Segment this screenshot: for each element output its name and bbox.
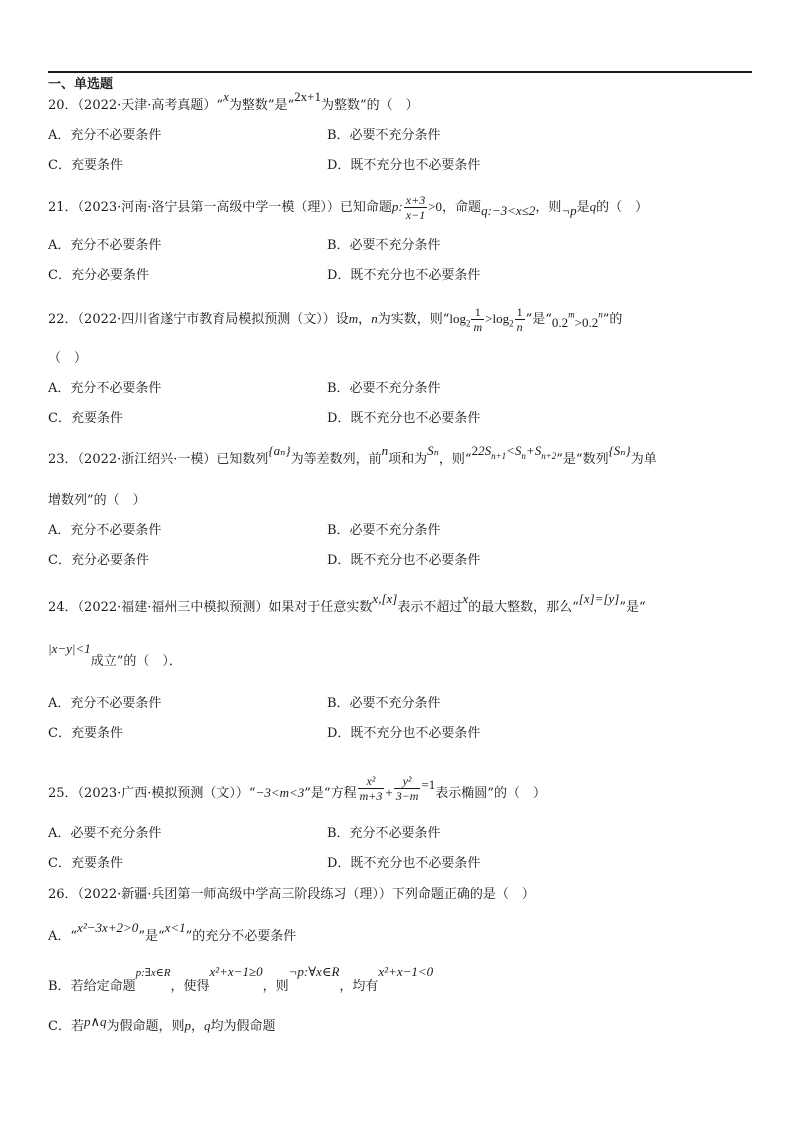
q26-option-a[interactable]: A．“x²−3x+2>0”是“x<1”的充分不必要条件: [48, 920, 297, 944]
q21-option-b[interactable]: B．必要不充分条件: [327, 238, 441, 253]
math-x: x: [223, 89, 229, 104]
question-source: （2022·天津·高考真题）: [77, 98, 217, 113]
question-24-stem: 24．（2022·福建·福州三中模拟预测）如果对于任意实数x,[x]表示不超过x的最大整数，那么“[x]=[y]”是“: [48, 591, 646, 615]
q22-option-d[interactable]: D．既不充分也不必要条件: [327, 411, 481, 426]
question-23-stem: 23．（2022·浙江绍兴·一模）已知数列{aₙ}为等差数列，前n项和为Sₙ，则“$22S_{n+1}<S_n+S_{n+2}$”是“数列{Sₙ}为单: [48, 443, 657, 467]
q21-option-d[interactable]: D．既不充分也不必要条件: [327, 268, 481, 283]
math-abs-x-minus-y: |x−y|<1: [48, 641, 91, 656]
q26-option-c[interactable]: C．若p∧q为假命题，则p，q均为假命题: [48, 1014, 276, 1034]
q24-option-c[interactable]: C．充要条件: [48, 726, 123, 741]
q23-option-c[interactable]: C．充分必要条件: [48, 553, 149, 568]
q21-option-a[interactable]: A．充分不必要条件: [48, 238, 162, 253]
q20-option-d[interactable]: D．既不充分也不必要条件: [327, 158, 481, 173]
fraction: $\frac{x+3}{x-1}$: [405, 193, 426, 222]
q25-option-b[interactable]: B．充分不必要条件: [327, 826, 441, 841]
question-26-stem: 26．（2022·新疆·兵团第一师高级中学高三阶段练习（理））下列命题正确的是（ ）: [48, 887, 535, 902]
q23-option-a[interactable]: A．充分不必要条件: [48, 523, 162, 538]
q22-option-b[interactable]: B．必要不充分条件: [327, 381, 441, 396]
math-2x-plus-1: 2x+1: [294, 89, 321, 104]
section-title: 一、单选题: [48, 77, 114, 92]
q23-option-b[interactable]: B．必要不充分条件: [327, 523, 441, 538]
question-22-stem: 22．（2022·四川省遂宁市教育局模拟预测（文））设m，n为实数，则“$\log_2$ $\frac{1}{m}$ $>\log_2$ $\frac{1}{n}$ ”是“$0.2^m>0.2^n$”的: [48, 305, 623, 334]
q22-option-c[interactable]: C．充要条件: [48, 411, 123, 426]
q22-option-a[interactable]: A．充分不必要条件: [48, 381, 162, 396]
q20-option-c[interactable]: C．充要条件: [48, 158, 123, 173]
q20-option-a[interactable]: A．充分不必要条件: [48, 128, 162, 143]
q25-option-c[interactable]: C．充要条件: [48, 856, 123, 871]
question-number: 20．: [48, 98, 78, 113]
header-rule: [48, 71, 752, 73]
q24-option-d[interactable]: D．既不充分也不必要条件: [327, 726, 481, 741]
question-25-stem: 25．（2023·广西·模拟预测（文））“−3<m<3”是“方程 $\frac{\text{x²}}{m+3}$ + $\frac{\text{y²}}{3-m}$ =1表示椭圆”的（ ）: [48, 774, 546, 803]
q25-option-a[interactable]: A．必要不充分条件: [48, 826, 162, 841]
q21-option-c[interactable]: C．充分必要条件: [48, 268, 149, 283]
q25-option-d[interactable]: D．既不充分也不必要条件: [327, 856, 481, 871]
q20-option-b[interactable]: B．必要不充分条件: [327, 128, 441, 143]
q26-option-b[interactable]: B．若给定命题$^{p:\exists x\in R}$，使得x²+x−1≥0，则¬p:∀x∈R，均有x²+x−1<0: [48, 964, 434, 994]
q24-option-a[interactable]: A．充分不必要条件: [48, 696, 162, 711]
question-21-stem: 21．（2023·河南·洛宁县第一高级中学一模（理））已知命题p: $\frac{x+3}{x-1}$ >0，命题q:−3<x≤2，则¬p是q的（ ）: [48, 193, 649, 222]
q24-option-b[interactable]: B．必要不充分条件: [327, 696, 441, 711]
question-20-stem: 20．（2022·天津·高考真题）“x为整数”是“2x+1为整数”的（ ）: [48, 89, 419, 113]
q23-option-d[interactable]: D．既不充分也不必要条件: [327, 553, 481, 568]
